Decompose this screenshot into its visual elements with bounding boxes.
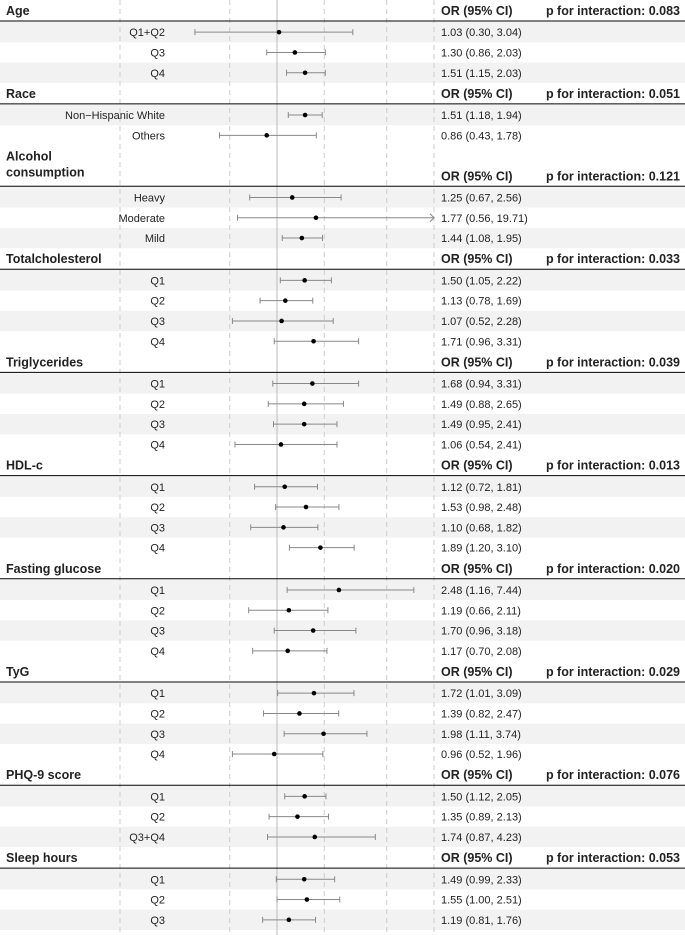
or-ci-text: 1.55 (1.00, 2.51) (441, 894, 522, 907)
or-ci-text: 1.77 (0.56, 19.71) (441, 212, 528, 225)
group-label: PHQ-9 score (6, 768, 82, 783)
or-ci-text: 1.49 (0.95, 2.41) (441, 419, 522, 432)
or-ci-text: 1.68 (0.94, 3.31) (441, 378, 522, 391)
point-estimate (305, 897, 310, 902)
row-stripe (0, 228, 685, 248)
subgroup-label: Q1+Q2 (129, 27, 165, 40)
column-header-or: OR (95% CI) (441, 768, 513, 783)
point-estimate (290, 195, 295, 200)
p-interaction: p for interaction: 0.033 (545, 252, 680, 267)
point-estimate (302, 794, 307, 799)
row-stripe (0, 910, 685, 930)
point-estimate (295, 814, 300, 819)
subgroup-label: Q3 (150, 419, 165, 432)
point-estimate (304, 505, 309, 510)
subgroup-label: Non−Hispanic White (65, 110, 165, 123)
or-ci-text: 1.50 (1.05, 2.22) (441, 275, 522, 288)
point-estimate (311, 628, 316, 633)
subgroup-label: Q1 (150, 874, 165, 887)
column-header-or: OR (95% CI) (441, 561, 513, 576)
or-ci-text: 1.72 (1.01, 3.09) (441, 688, 522, 701)
subgroup-label: Q4 (150, 645, 165, 658)
row-stripe (0, 477, 685, 497)
or-ci-text: 1.12 (0.72, 1.81) (441, 481, 522, 494)
point-estimate (279, 319, 284, 324)
subgroup-label: Others (131, 130, 165, 143)
p-interaction: p for interaction: 0.121 (545, 169, 680, 184)
p-interaction: p for interaction: 0.053 (545, 851, 680, 866)
subgroup-label: Q3 (150, 728, 165, 741)
point-estimate (314, 215, 319, 220)
subgroup-label: Q3 (150, 625, 165, 638)
or-ci-text: 1.25 (0.67, 2.56) (441, 192, 522, 205)
or-ci-text: 1.06 (0.54, 2.41) (441, 439, 522, 452)
or-ci-text: 1.49 (0.88, 2.65) (441, 398, 522, 411)
subgroup-label: Q3+Q4 (129, 831, 165, 844)
column-header-or: OR (95% CI) (441, 4, 513, 18)
or-ci-text: 1.49 (0.99, 2.33) (441, 874, 522, 887)
or-ci-text: 1.19 (0.81, 1.76) (441, 914, 522, 927)
point-estimate (279, 442, 284, 447)
point-estimate (282, 484, 287, 489)
p-interaction: p for interaction: 0.013 (545, 458, 680, 473)
column-header-or: OR (95% CI) (441, 252, 513, 267)
subgroup-label: Moderate (118, 212, 165, 225)
point-estimate (283, 298, 288, 303)
subgroup-label: Q2 (150, 894, 165, 907)
or-ci-text: 1.19 (0.66, 2.11) (441, 605, 521, 618)
point-estimate (321, 731, 326, 736)
or-ci-text: 0.86 (0.43, 1.78) (441, 130, 522, 143)
group-label: Age (6, 4, 30, 18)
row-stripe (0, 414, 685, 434)
subgroup-label: Q1 (150, 688, 165, 701)
point-estimate (277, 30, 282, 35)
point-estimate (310, 381, 315, 386)
or-ci-text: 1.71 (0.96, 3.31) (441, 336, 522, 349)
subgroup-label: Heavy (133, 192, 165, 205)
group-label: TyG (6, 665, 30, 679)
point-estimate (281, 525, 286, 530)
or-ci-text: 2.48 (1.16, 7.44) (441, 584, 522, 597)
point-estimate (293, 50, 298, 55)
point-estimate (297, 711, 302, 716)
subgroup-label: Q1 (150, 584, 165, 597)
p-interaction: p for interaction: 0.029 (545, 665, 680, 679)
or-ci-text: 1.51 (1.18, 1.94) (441, 110, 522, 123)
subgroup-label: Q2 (150, 605, 165, 618)
column-header-or: OR (95% CI) (441, 458, 513, 473)
point-estimate (272, 752, 277, 757)
subgroup-label: Q3 (150, 914, 165, 927)
point-estimate (287, 918, 292, 923)
group-label: Totalcholesterol (6, 252, 102, 267)
point-estimate (302, 422, 307, 427)
subgroup-label: Q1 (150, 481, 165, 494)
subgroup-label: Q4 (150, 542, 165, 555)
p-interaction: p for interaction: 0.039 (545, 355, 680, 370)
or-ci-text: 1.74 (0.87, 4.23) (441, 831, 522, 844)
subgroup-label: Q3 (150, 522, 165, 535)
or-ci-text: 1.07 (0.52, 2.28) (441, 315, 522, 328)
subgroup-label: Q2 (150, 708, 165, 721)
row-stripe (0, 869, 685, 889)
column-header-or: OR (95% CI) (441, 86, 513, 101)
group-label: Triglycerides (6, 355, 84, 370)
point-estimate (264, 133, 269, 138)
point-estimate (302, 402, 307, 407)
group-label: Fasting glucose (6, 561, 102, 576)
point-estimate (311, 339, 316, 344)
subgroup-label: Q1 (150, 378, 165, 391)
subgroup-label: Q1 (150, 791, 165, 804)
subgroup-label: Q4 (150, 67, 165, 80)
column-header-or: OR (95% CI) (441, 169, 513, 184)
point-estimate (303, 113, 308, 118)
point-estimate (312, 835, 317, 840)
row-stripe (0, 63, 685, 83)
point-estimate (300, 236, 305, 241)
or-ci-text: 1.30 (0.86, 2.03) (441, 47, 522, 60)
or-ci-text: 1.53 (0.98, 2.48) (441, 502, 522, 515)
or-ci-text: 1.39 (0.82, 2.47) (441, 708, 522, 721)
point-estimate (302, 877, 307, 882)
or-ci-text: 1.35 (0.89, 2.13) (441, 811, 522, 824)
p-interaction: p for interaction: 0.076 (545, 768, 680, 783)
subgroup-label: Q2 (150, 811, 165, 824)
row-stripe (0, 311, 685, 331)
row-stripe (0, 187, 685, 207)
group-label: Sleep hours (6, 851, 78, 866)
point-estimate (318, 545, 323, 550)
or-ci-text: 1.03 (0.30, 3.04) (441, 27, 522, 40)
point-estimate (302, 278, 307, 283)
subgroup-label: Mild (144, 233, 165, 246)
point-estimate (303, 70, 308, 75)
subgroup-label: Q1 (150, 275, 165, 288)
column-header-or: OR (95% CI) (441, 665, 513, 679)
subgroup-label: Q3 (150, 47, 165, 60)
or-ci-text: 1.51 (1.15, 2.03) (441, 67, 522, 80)
row-stripe (0, 786, 685, 806)
subgroup-label: Q2 (150, 502, 165, 515)
or-ci-text: 1.50 (1.12, 2.05) (441, 791, 522, 804)
p-interaction: p for interaction: 0.051 (545, 86, 680, 101)
column-header-or: OR (95% CI) (441, 851, 513, 866)
column-header-or: OR (95% CI) (441, 355, 513, 370)
group-label: HDL-c (6, 458, 43, 473)
or-ci-text: 1.17 (0.70, 2.08) (441, 645, 522, 658)
group-label: Alcohol consumption (6, 149, 85, 180)
or-ci-text: 1.89 (1.20, 3.10) (441, 542, 522, 555)
subgroup-label: Q2 (150, 295, 165, 308)
or-ci-text: 1.44 (1.08, 1.95) (441, 233, 522, 246)
row-stripe (0, 270, 685, 290)
or-ci-text: 1.10 (0.68, 1.82) (441, 522, 522, 535)
subgroup-label: Q4 (150, 336, 165, 349)
point-estimate (285, 649, 290, 654)
point-estimate (312, 691, 317, 696)
subgroup-label: Q4 (150, 749, 165, 762)
point-estimate (287, 608, 292, 613)
or-ci-text: 1.70 (0.96, 3.18) (441, 625, 522, 638)
p-interaction: p for interaction: 0.020 (545, 561, 680, 576)
or-ci-text: 1.13 (0.78, 1.69) (441, 295, 522, 308)
p-interaction: p for interaction: 0.083 (545, 4, 680, 18)
row-stripe (0, 517, 685, 537)
subgroup-label: Q4 (150, 439, 165, 452)
or-ci-text: 1.98 (1.11, 3.74) (441, 728, 521, 741)
subgroup-label: Q2 (150, 398, 165, 411)
subgroup-label: Q3 (150, 315, 165, 328)
point-estimate (337, 588, 342, 593)
or-ci-text: 0.96 (0.52, 1.96) (441, 749, 522, 762)
group-label: Race (6, 86, 36, 101)
